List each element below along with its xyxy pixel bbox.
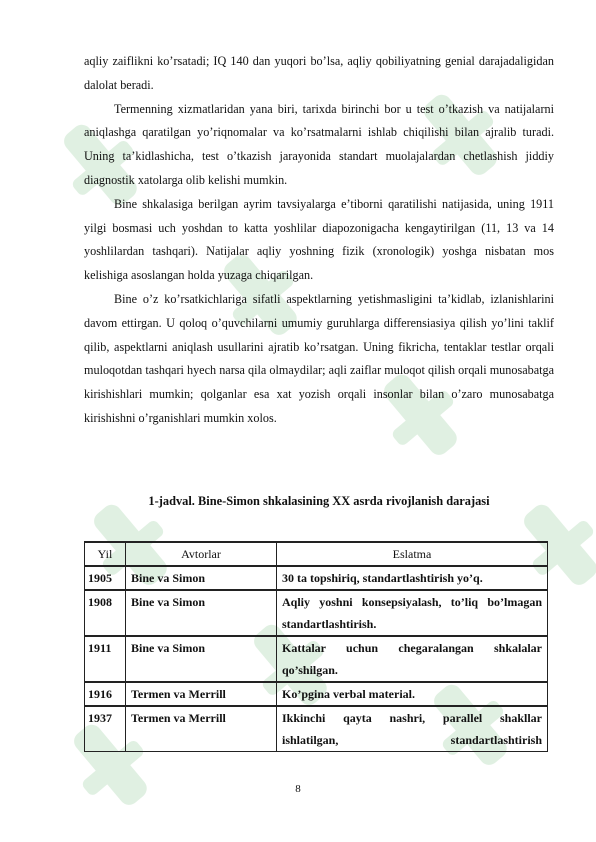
cell-year: 1905 — [85, 566, 126, 590]
cell-year: 1916 — [85, 682, 126, 706]
body-text — [84, 50, 554, 431]
cell-note: Kattalar uchun chegaralangan shkalalar qo’shilgan. — [277, 636, 548, 682]
table-row — [85, 636, 548, 682]
paragraph: Bine o’z ko’rsatkichlariga sifatli aspektlarning yetishmasligini ta’kidlab, izlanishlarini davom ettirgan. U qoloq o’quvchilarni umumiy guruhlarga differensiasiya qilish yo’lini taklif qilib, aspektlarni aniqlash usullarini ajratib ko’rsatgan. Uning fikricha, tentaklar testlar orqali muloqotdan tashqari hyech narsa qila olmaydilar; aqli zaiflar muloqot qilish orqali munosabatga kirishishlari mumkin; qolganlar esa xat yozish orqali insonlar bilan o’zaro munosabatga kirishishni o’rganishlari mumkin xolos. — [84, 291, 554, 425]
table-caption: 1-jadval. Bine-Simon shkalasining XX asrda rivojlanish darajasi — [148, 494, 490, 508]
page-number: 8 — [295, 783, 301, 795]
column-header-note: Eslatma — [277, 542, 548, 566]
cell-year: 1937 — [85, 706, 126, 752]
cell-note: Aqliy yoshni konsepsiyalash, to’liq bo’lmagan standartlashtirish. — [277, 590, 548, 636]
cell-authors: Termen va Merrill — [126, 682, 277, 706]
cell-authors: Bine va Simon — [126, 566, 277, 590]
paragraph: Termenning xizmatlaridan yana biri, tarixda birinchi bor u test o’tkazish va natijalarni aniqlashga qaratilgan yo’riqnomalar va ko’rsatmalarni ishlab chiqilishi bilan ajralib turadi. Uning ta’kidlashicha, test o’tkazish jarayonida standart muolajalardan chetlashish jiddiy diagnostik xatolarga olib kelishi mumkin. — [84, 101, 554, 187]
cell-authors: Bine va Simon — [126, 590, 277, 636]
table-row — [85, 706, 548, 752]
cell-year: 1911 — [85, 636, 126, 682]
cell-year: 1908 — [85, 590, 126, 636]
cell-note: Ikkinchi qayta nashri, parallel shakllar ishlatilgan, standartlashtirish — [277, 706, 548, 752]
cell-note: 30 ta topshiriq, standartlashtirish yo’q. — [277, 566, 548, 590]
table-header-row — [85, 542, 548, 566]
column-header-year: Yil — [85, 542, 126, 566]
cell-authors: Termen va Merrill — [126, 706, 277, 752]
paragraph: Bine shkalasiga berilgan ayrim tavsiyalarga e’tiborni qaratilishi natijasida, uning 1911 yilgi bosmasi uch yoshdan to katta yoshlilar diapozonigacha kengaytirilgan (11, 13 va 14 yoshlilardan tashqari). Natijalar aqliy yoshning fizik (xronologik) yoshga nisbatan mos kelishiga asoslangan holda yuzaga chiqarilgan. — [84, 196, 554, 283]
cell-note: Ko’pgina verbal material. — [277, 682, 548, 706]
cell-authors: Bine va Simon — [126, 636, 277, 682]
data-table — [84, 541, 548, 752]
paragraph: aqliy zaiflikni ko’rsatadi; IQ 140 dan yuqori bo’lsa, aqliy qobiliyatning genial darajadaligidan dalolat beradi. — [84, 54, 554, 92]
table-row — [85, 682, 548, 706]
table-row — [85, 590, 548, 636]
column-header-authors: Avtorlar — [126, 542, 277, 566]
table-row — [85, 566, 548, 590]
